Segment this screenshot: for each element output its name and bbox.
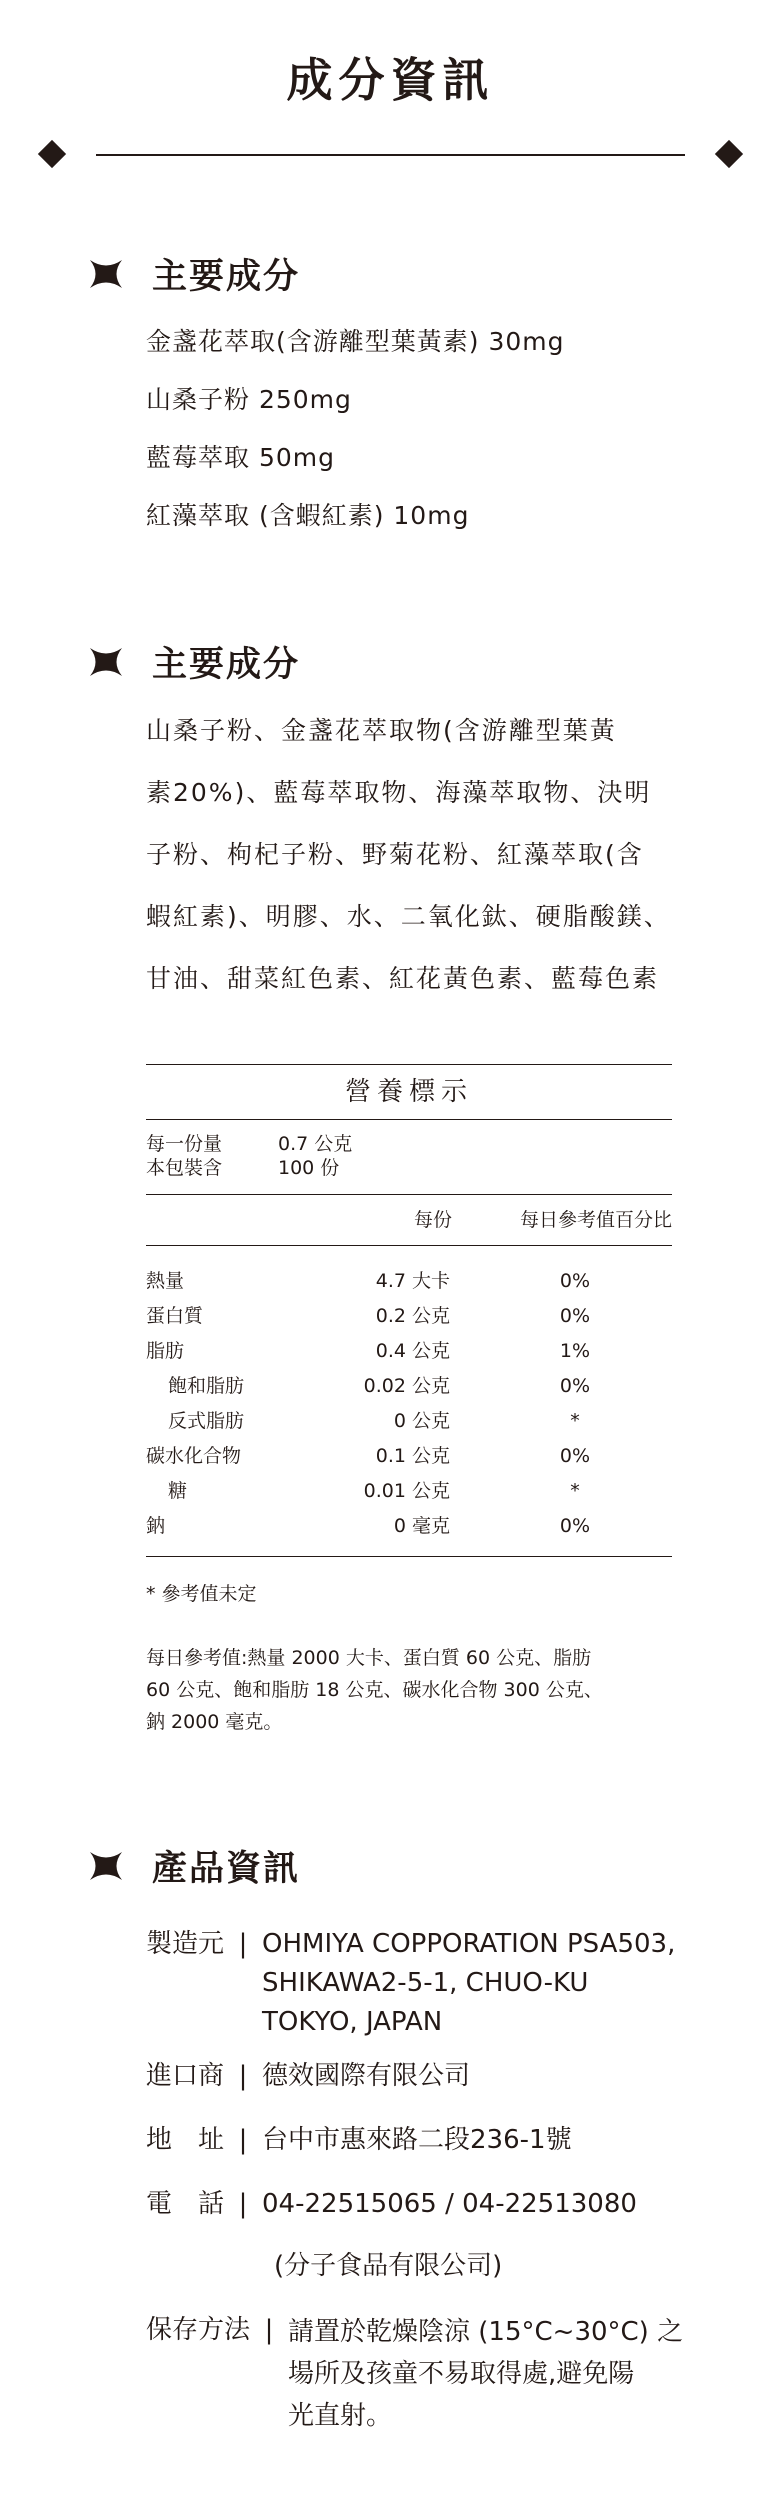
section-heading: 產品資訊 [152,1849,301,1889]
storage-value [288,2311,683,2437]
ingredient-line: 甘油、甜菜紅色素、紅花黃色素、藍莓色素 [146,964,660,993]
importer-row [146,2057,683,2121]
section-main-ingredients-header [86,252,300,296]
divider-line [96,154,685,156]
maker-row [146,1925,683,2057]
maker-line: OHMIYA COPPORATION PSA503, [262,1929,676,1959]
ingredient-line: 蝦紅素)、明膠、水、二氧化鈦、硬脂酸鎂、 [146,902,671,931]
phone-value: 04-22515065 / 04-22513080 [262,2189,637,2219]
diamond-right-icon [715,140,743,168]
pack-label: 本包裝含 [146,1157,223,1179]
section-product-info-header [86,1844,300,1888]
serving-info [146,1120,672,1194]
phone-note: (分子食品有限公司) [274,2251,503,2281]
nutrient-name: 碳水化合物 [146,1445,242,1467]
pack-value: 100 份 [278,1157,340,1179]
phone-note-row [146,2247,683,2311]
full-ingredients-text [146,700,686,1010]
ingredient-item: 紅藻萃取 (含蝦紅素) 10mg [146,501,470,530]
nutrient-name: 糖 [168,1480,188,1502]
nutrient-pct: 1% [559,1340,591,1362]
nutrient-value: 0.4 公克 [375,1340,450,1362]
title-divider [36,140,745,170]
nutrient-pct: * [570,1480,580,1502]
table-row [146,1474,672,1509]
nutrient-pct: * [570,1410,580,1432]
maker-line: TOKYO, JAPAN [262,2007,443,2037]
reference-note: * 參考值未定 [146,1583,257,1605]
ingredient-line: 素20%)、藍莓萃取物、海藻萃取物、決明 [146,778,652,807]
cross-icon [86,254,126,294]
nutrient-pct: 0% [559,1515,591,1537]
table-row [146,1509,672,1544]
nutrient-pct: 0% [559,1305,591,1327]
storage-line: 請置於乾燥陰涼 (15°C~30°C) 之 [288,2317,684,2347]
importer-value: 德效國際有限公司 [262,2061,471,2091]
nutrition-facts-table [146,1064,672,1738]
maker-label: 製造元 [146,1929,225,1959]
nutrient-pct: 0% [559,1375,591,1397]
table-row [146,1299,672,1334]
maker-value [262,1925,675,2057]
separator: | [238,2189,248,2219]
nutrient-rows [146,1246,672,1556]
daily-line: 鈉 2000 毫克。 [146,1711,283,1733]
address-label: 地 址 [146,2125,225,2155]
daily-line: 60 公克、飽和脂肪 18 公克、碳水化合物 300 公克、 [146,1679,603,1701]
nutrient-pct: 0% [559,1445,591,1467]
maker-line: SHIKAWA2-5-1, CHUO-KU [262,1968,589,1998]
nutrient-name: 飽和脂肪 [168,1375,245,1397]
table-row [146,1439,672,1474]
main-ingredients-list [146,322,565,554]
section-heading: 主要成分 [152,257,301,297]
address-value: 台中市惠來路二段236-1號 [262,2125,572,2155]
nutrient-value: 0 公克 [393,1410,450,1432]
diamond-left-icon [38,140,66,168]
separator: | [264,2315,274,2345]
address-row [146,2121,683,2185]
product-info [146,1925,683,2437]
nutrient-value: 4.7 大卡 [375,1270,450,1292]
nutrient-value: 0 毫克 [393,1515,450,1537]
cross-icon [86,1846,126,1886]
column-headers [146,1195,672,1245]
table-row [146,1369,672,1404]
nutrient-value: 0.02 公克 [363,1375,450,1397]
nutrient-name: 反式脂肪 [168,1410,245,1432]
table-row [146,1334,672,1369]
phone-row [146,2185,683,2247]
ingredient-line: 子粉、枸杞子粉、野菊花粉、紅藻萃取(含 [146,840,644,869]
nutrient-name: 熱量 [146,1270,185,1292]
nutrient-pct: 0% [559,1270,591,1292]
nutrient-value: 0.2 公克 [375,1305,450,1327]
nutrient-name: 脂肪 [146,1340,185,1362]
col-daily-value: 每日參考值百分比 [519,1209,672,1231]
ingredient-item: 山桑子粉 250mg [146,385,352,414]
nutrition-heading: 營養標示 [344,1077,473,1107]
storage-label: 保存方法 [146,2315,251,2345]
separator: | [238,1929,248,1959]
nutrient-value: 0.01 公克 [363,1480,450,1502]
separator: | [238,2125,248,2155]
ingredient-line: 山桑子粉、金盞花萃取物(含游離型葉黃 [146,716,617,745]
nutrient-name: 蛋白質 [146,1305,204,1327]
table-rule [146,1556,672,1557]
separator: | [238,2061,248,2091]
daily-reference-text [146,1642,676,1738]
storage-row [146,2311,683,2437]
phone-label: 電 話 [146,2189,225,2219]
table-row [146,1264,672,1299]
daily-line: 每日參考值:熱量 2000 大卡、蛋白質 60 公克、脂肪 [146,1647,592,1669]
page-title: 成分資訊 [286,53,495,107]
col-per-serving: 每份 [413,1209,452,1231]
section-heading: 主要成分 [152,645,301,685]
storage-line: 光直射。 [288,2401,393,2431]
serving-label: 每一份量 [146,1133,223,1155]
serving-value: 0.7 公克 [278,1133,353,1155]
ingredient-item: 金盞花萃取(含游離型葉黃素) 30mg [146,327,565,356]
cross-icon [86,642,126,682]
ingredient-item: 藍莓萃取 50mg [146,443,335,472]
nutrient-value: 0.1 公克 [375,1445,450,1467]
storage-line: 場所及孩童不易取得處,避免陽 [288,2359,635,2389]
nutrient-name: 鈉 [146,1515,166,1537]
importer-label: 進口商 [146,2061,225,2091]
section-full-ingredients-header [86,640,300,684]
table-row [146,1404,672,1439]
